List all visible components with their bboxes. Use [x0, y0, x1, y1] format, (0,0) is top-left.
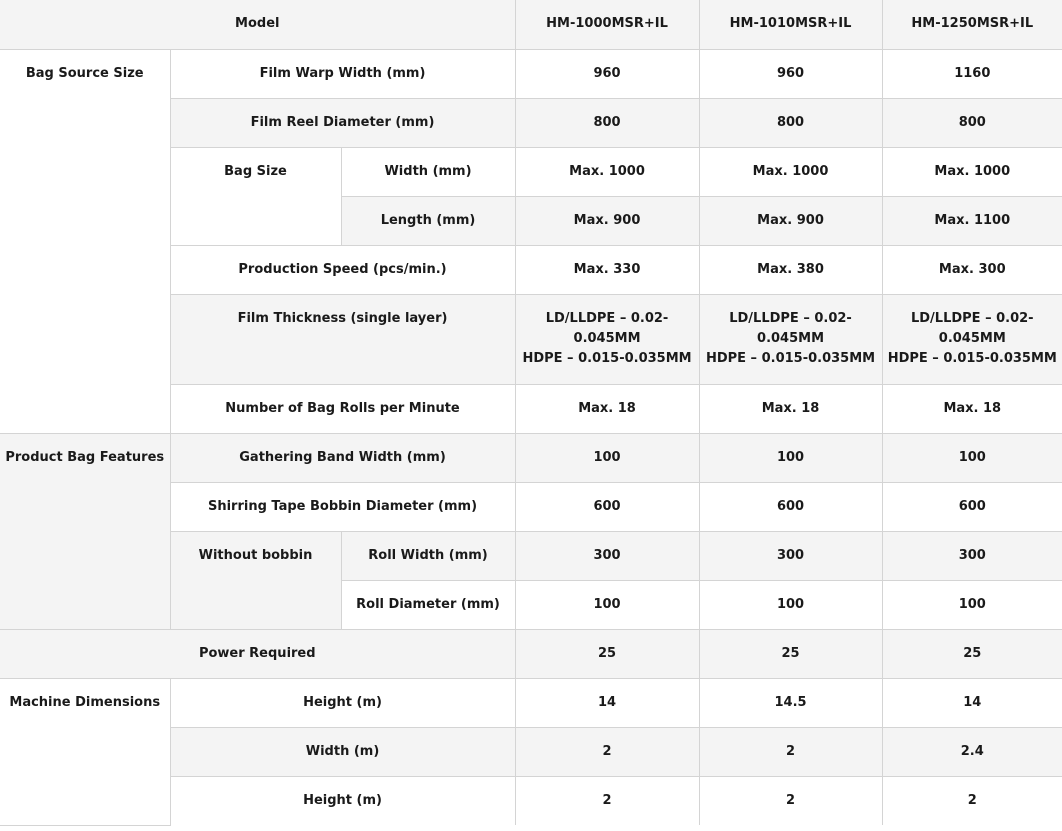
- film-thickness-line: 0.045MM: [757, 330, 825, 346]
- table-cell: Max. 1000: [882, 147, 1062, 196]
- row-label-bag-rolls-per-minute: Number of Bag Rolls per Minute: [170, 384, 515, 433]
- table-cell: 2: [699, 727, 882, 776]
- table-cell: 100: [515, 580, 699, 629]
- row-label-roll-diameter: Roll Diameter (mm): [341, 580, 515, 629]
- table-cell: 100: [699, 433, 882, 482]
- table-cell: 25: [882, 629, 1062, 678]
- table-cell: 800: [882, 98, 1062, 147]
- table-row: [0, 49, 1062, 98]
- table-cell: 600: [699, 482, 882, 531]
- table-cell: 14.5: [699, 678, 882, 727]
- row-label-gathering-band-width: Gathering Band Width (mm): [170, 433, 515, 482]
- section-power-required: Power Required: [0, 629, 515, 678]
- film-thickness-line: HDPE – 0.015-0.035MM: [887, 350, 1057, 366]
- table-cell: 300: [699, 531, 882, 580]
- table-cell: 600: [515, 482, 699, 531]
- table-cell: 100: [515, 433, 699, 482]
- film-thickness-line: HDPE – 0.015-0.035MM: [522, 350, 692, 366]
- row-label-production-speed: Production Speed (pcs/min.): [170, 245, 515, 294]
- table-cell: 2: [882, 776, 1062, 825]
- table-cell: 2: [515, 776, 699, 825]
- table-cell: 300: [515, 531, 699, 580]
- section-machine-dimensions: Machine Dimensions: [0, 678, 170, 825]
- film-thickness-line: 0.045MM: [938, 330, 1006, 346]
- row-label-bag-width: Width (mm): [341, 147, 515, 196]
- row-label-bag-length: Length (mm): [341, 196, 515, 245]
- table-cell: 100: [699, 580, 882, 629]
- model-1-header: HM-1000MSR+IL: [515, 0, 699, 49]
- film-thickness-line: LD/LLDPE – 0.02-: [910, 310, 1034, 326]
- table-cell: Max. 900: [699, 196, 882, 245]
- table-cell: 25: [515, 629, 699, 678]
- table-cell: 100: [882, 580, 1062, 629]
- model-header: Model: [0, 0, 515, 49]
- table-row: [0, 678, 1062, 727]
- row-label-film-reel-diameter: Film Reel Diameter (mm): [170, 98, 515, 147]
- table-cell: 600: [882, 482, 1062, 531]
- table-row: [0, 629, 1062, 678]
- row-label-roll-width: Roll Width (mm): [341, 531, 515, 580]
- table-row: [0, 433, 1062, 482]
- table-cell: 300: [882, 531, 1062, 580]
- table-header-row: [0, 0, 1062, 49]
- table-cell: 14: [515, 678, 699, 727]
- table-cell: Max. 1000: [515, 147, 699, 196]
- table-cell: 800: [515, 98, 699, 147]
- subgroup-bag-size: Bag Size: [170, 147, 341, 245]
- table-cell: Max. 300: [882, 245, 1062, 294]
- row-label-film-thickness: Film Thickness (single layer): [170, 294, 515, 384]
- table-cell: Max. 380: [699, 245, 882, 294]
- table-cell: 100: [882, 433, 1062, 482]
- table-cell: [515, 294, 699, 384]
- table-cell: 960: [515, 49, 699, 98]
- table-cell: 1160: [882, 49, 1062, 98]
- table-cell: Max. 18: [699, 384, 882, 433]
- row-label-machine-height-2: Height (m): [170, 776, 515, 825]
- table-cell: 25: [699, 629, 882, 678]
- table-cell: [699, 294, 882, 384]
- table-cell: 960: [699, 49, 882, 98]
- row-label-film-warp-width: Film Warp Width (mm): [170, 49, 515, 98]
- table-cell: 2.4: [882, 727, 1062, 776]
- row-label-machine-width: Width (m): [170, 727, 515, 776]
- table-cell: Max. 330: [515, 245, 699, 294]
- film-thickness-line: HDPE – 0.015-0.035MM: [705, 350, 876, 366]
- row-label-machine-height: Height (m): [170, 678, 515, 727]
- table-cell: Max. 1000: [699, 147, 882, 196]
- section-bag-source-size: Bag Source Size: [0, 49, 170, 433]
- table-cell: Max. 18: [882, 384, 1062, 433]
- subgroup-without-bobbin: Without bobbin: [170, 531, 341, 629]
- table-cell: Max. 900: [515, 196, 699, 245]
- film-thickness-line: LD/LLDPE – 0.02-: [545, 310, 669, 326]
- film-thickness-line: LD/LLDPE – 0.02-: [729, 310, 852, 326]
- table-cell: 800: [699, 98, 882, 147]
- table-cell: Max. 18: [515, 384, 699, 433]
- table-cell: Max. 1100: [882, 196, 1062, 245]
- model-3-header: HM-1250MSR+IL: [882, 0, 1062, 49]
- table-cell: 2: [515, 727, 699, 776]
- section-product-bag-features: Product Bag Features: [0, 433, 170, 629]
- model-2-header: HM-1010MSR+IL: [699, 0, 882, 49]
- table-cell: 14: [882, 678, 1062, 727]
- film-thickness-line: 0.045MM: [573, 330, 641, 346]
- table-cell: [882, 294, 1062, 384]
- table-cell: 2: [699, 776, 882, 825]
- row-label-shirring-tape-bobbin-diameter: Shirring Tape Bobbin Diameter (mm): [170, 482, 515, 531]
